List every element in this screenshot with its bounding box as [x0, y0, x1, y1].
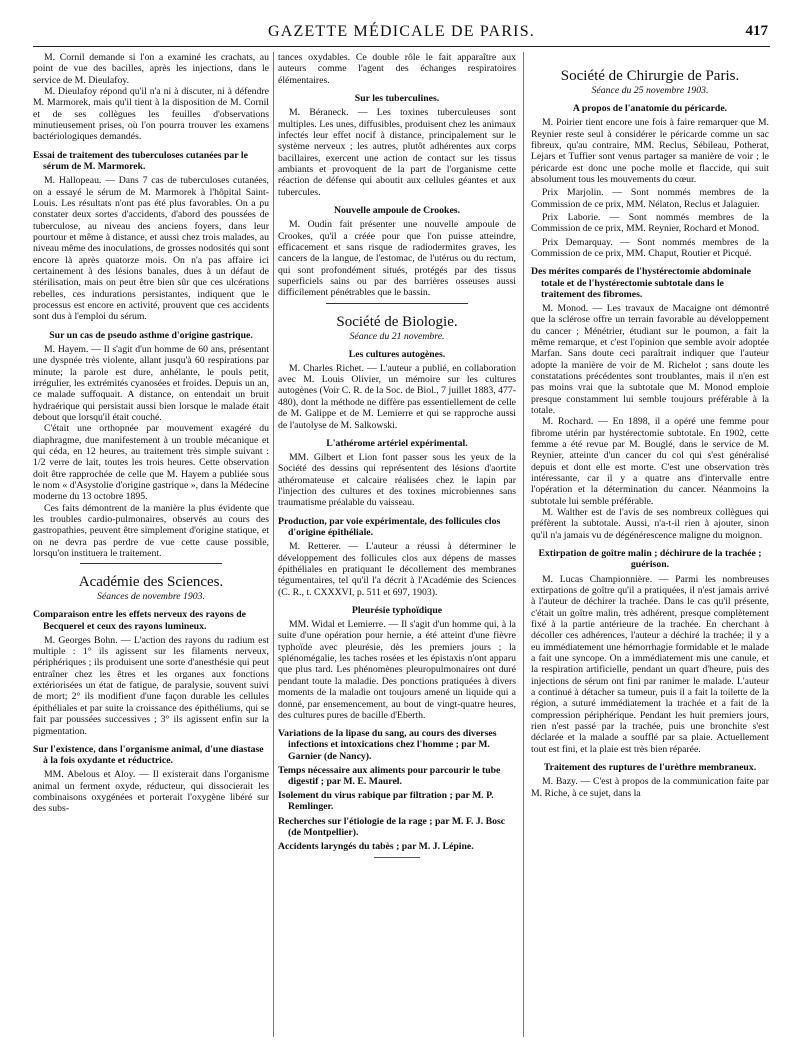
- paragraph: Prix Laborie. — Sont nommés membres de la Commission de ce prix, MM. Reynier, Rochard et Monod.: [531, 211, 769, 235]
- paragraph: M. Cornil demande si l'on a examiné les crachats, au point de vue des bacilles, après les injections, dans le service de M. Dieulafoy.: [33, 52, 269, 86]
- section-title: Académie des Sciences.: [78, 574, 224, 591]
- article-heading: Isolement du virus rabique par filtration ; par M. P. Remlinger.: [278, 790, 494, 813]
- paragraph: M. Lucas Championnière. — Parmi les nombreuses extirpations de goître qu'il a pratiquées, il n'est jamais arrivé à l'auteur de déchirer la trachée. Dans le cas qu'il présente, c'était un goître malin, très adhérent, presque complètement fixé à la partie antérieure de la trachée. En cherchant à décoller ces adhérences, l'auteur a déchiré la trachée; il y a eu immédiatement une hémorrhagie formidable et le malade a fait une syncope. On a immédiatement mis une canule, et la respiration artificielle, pendant un quart d'heure, puis des injections de sérum ont fini par ranimer le malade. L'auteur a continué à détacher sa tumeur, puis il a fait la toilette de la région, a suturé immédiatement la trachée et a fait de la compression périphérique. Pendant les huit premiers jours, rien n'est passé par la trachée, puis une bronchite s'est déclarée et la malade a soufflé par sa plaie. Actuellement tout est fini, et la plaie est très bien réparée.: [531, 573, 769, 755]
- section-date: Séances de novembre 1903.: [97, 591, 205, 603]
- paragraph: M. Bazy. — C'est à propos de la communication faite par M. Riche, à ce sujet, dans la: [531, 776, 769, 799]
- article-heading: Extirpation de goître malin ; déchirure de la trachée ; guérison.: [538, 548, 762, 571]
- section-rule: [326, 303, 469, 304]
- article-heading: Sur les tuberculines.: [354, 93, 440, 105]
- article-heading: Accidents laryngés du tabès ; par M. J. Lépine.: [278, 841, 474, 853]
- column-left: [33, 52, 269, 1037]
- article-heading: Les cultures autogènes.: [348, 348, 446, 360]
- article-heading: Sur un cas de pseudo asthme d'origine gastrique.: [49, 329, 253, 341]
- paragraph: MM. Abelous et Aloy. — Il existerait dans l'organisme animal un ferment oxyde, réducteur, qui dissocierait les combinaisons oxygénées et porterait l'oxygène libéré sur des subs-: [33, 769, 269, 815]
- paragraph: M. Hallopeau. — Dans 7 cas de tuberculoses cutanées, on a essayé le sérum de M. Marmorek à l'hôpital Saint-Louis. Les résultats n'ont pas été plus favorables. On a pu constater deux sortes d'accidents, d'abord des poussées de tuberculose, au niveau des anciens foyers, dans leur pourtour et même à distance, et aussi chez trois malades, au niveau même des inoculations, de grosses nodosités qui sont encore là après quatorze mois. On n'a pas affaire ici certainement à des lésions banales, dues à un défaut de stérilisation, mais on peut être bien sûr que ces ulcérations rebelles, ces indurations persistantes, indiquent que le processus est encore en activité, prouvent que ces accidents sont dus à l'emploi du sérum.: [33, 175, 269, 323]
- section-rule: [80, 563, 222, 564]
- article-heading: Production, par voie expérimentale, des follicules clos d'origine épithéliale.: [278, 515, 501, 538]
- article-heading: Pleurésie typhoïdique: [351, 604, 443, 616]
- paragraph: Prix Demarquay. — Sont nommés membres de la Commission de ce prix, MM. Chaput, Routier et Picqué.: [531, 236, 769, 259]
- paragraph: Ces faits démontrent de la manière la plus évidente que les troubles cardio-pulmonaires, observés au cours des gastropathies, peuvent être simplement d'origine statique, et on ne devra pas perdre de vue cette cause possible, lorsqu'on instituera le traitement.: [33, 502, 269, 560]
- journal-title: GAZETTE MÉDICALE DE PARIS.: [267, 23, 536, 40]
- column-middle: [278, 52, 516, 1037]
- paragraph: C'était une orthopnée par mouvement exagéré du diaphragme, due manifestement à un trouble mécanique et qui céda, en 12 heures, au traitement très simple suivant : 1/2 verre de lait, toutes les trois heures. Cette observation doit être rapprochée de celle que M. Hayem a publiée sous le nom « d'Asystolie d'origine gastrique », dans la Médecine moderne du 13 octobre 1895.: [33, 423, 269, 503]
- article-heading: Sur l'existence, dans l'organisme animal, d'une diastase à la fois oxydante et réductrice.: [33, 743, 264, 767]
- section-title: Société de Biologie.: [336, 313, 458, 330]
- article-heading: Nouvelle ampoule de Crookes.: [333, 204, 461, 216]
- article-heading: Traitement des ruptures de l'urèthre membraneux.: [543, 762, 757, 774]
- paragraph: M. Charles Richet. — L'auteur a publié, en collaboration avec M. Louis Olivier, un mémoire sur les cultures autogènes (Voir C. R. de la Soc. de Biol., 7 juillet 1883, 477-480), dont la méthode ne diffère pas essentiellement de celle de M. Galippe et de M. Lemierre et qui se rapproche aussi de l'autolyse de M. Salkowski.: [278, 362, 516, 431]
- section-date: Séance du 21 novembre.: [349, 330, 445, 342]
- column-divider: [273, 52, 274, 1037]
- end-rule: [374, 857, 420, 858]
- article-heading: Essai de traitement des tuberculoses cutanées par le sérum de M. Marmorek.: [33, 149, 248, 172]
- article-heading: Comparaison entre les effets nerveux des rayons de Becquerel et ceux des rayons lumineux.: [33, 609, 246, 632]
- paragraph: M. Retterer. — L'auteur a réussi à déterminer le développement des follicules clos aux dépens de masses épithéliales en pratiquant le décollement des membranes tégumentaires, tel qu'il l'a décrit à l'Académie des Sciences (C. R., t. CXXXVI, p. 511 et 697, 1903).: [278, 541, 516, 598]
- paragraph: tances oxydables. Ce double rôle le fait apparaître aux auteurs comme l'agent des échanges respiratoires élémentaires.: [278, 52, 516, 86]
- paragraph: M. Poirier tient encore une fois à faire remarquer que M. Reynier reste seul à considérer le péricarde comme un sac fibreux, qu'au contraire, MM. Reclus, Sébileau, Potherat, Lejars et Tuffier sont venus partager sa manière de voir ; le péricarde est donc une poche molle et flaccide, qui suit absolument tous les mouvements du cœur.: [531, 117, 769, 185]
- paragraph: MM. Widal et Lemierre. — Il s'agit d'un homme qui, à la suite d'une opération pour hernie, a été atteint d'une fièvre typhoïde avec pleurésie, dès les premiers jours ; la splénomégalie, les taches rosées et les épistaxis n'ont apparu que plus tard. Les phénomènes pleuropulmonaires ont duré pendant toute la maladie. Des ponctions pratiquées à divers moments de la maladie ont toujours amené un liquide qui a donné, par ensemencement, au bout de vingt-quatre heures, des cultures pures de bacille d'Eberth.: [278, 619, 516, 721]
- paragraph: M. Monod. — Les travaux de Macaigne ont démontré que la sclérose offre un terrain favorable au développement du cancer ; Ménétrier, étudiant sur le poumon, a fait la même remarque, et c'est l'opinion que semble avoir adoptée Marfan. Sans doute ceci paraîtrait indiquer que l'auteur adopte la manière de voir de M. Richelot ; sans doute les constatations précédentes sont troublantes, mais il n'en est pas moins vrai que la subtotale que M. Monod emploie presque constamment lui semble toujours préférable à la totale.: [531, 302, 769, 417]
- article-heading: Variations de la lipase du sang, au cours des diverses infections et intoxications chez l'homme ; par M. Garnier (de Nancy).: [278, 728, 497, 762]
- article-heading: A propos de l'anatomie du péricarde.: [572, 103, 728, 114]
- article-heading: Temps nécessaire aux aliments pour parcourir le tube digestif ; par M. E. Maurel.: [278, 764, 501, 788]
- paragraph: MM. Gilbert et Lion font passer sous les yeux de la Société des dessins qui représentent des lésions d'aortite athéromateuse et calcaire réalisées chez le lapin par l'injection des cultures et des toxines microbiennes sans traumatisme préalable du vaisseau.: [278, 452, 516, 509]
- paragraph: M. Walther est de l'avis de ses nombreux collègues qui préfèrent la subtotale. Aussi, n'a-t-il rien à ajouter, sinon qu'il n'a jamais vu de dégénérescence maligne du moignon.: [531, 507, 769, 541]
- column-right: [531, 52, 769, 1037]
- article-heading: Des mérites comparés de l'hystérectomie abdominale totale et de l'hystérectomie subtotale dans le traitement des fibromes.: [531, 266, 751, 300]
- article-heading: L'athérome artériel expérimental.: [326, 437, 468, 449]
- paragraph: M. Rochard. — En 1898, il a opéré une femme pour fibrome utérin par hystérectomie subtotale. En 1902, cette femme a été revue par M. Bouglé, dans le service de M. Reynier, atteinte d'un cancer du col qui s'est généralisé depuis et dont elle est morte. C'est une observation très intéressante, car il y a quatre ans d'intervalle entre l'opération et la détermination du cancer. Néanmoins la subtotale lui semble préférable.: [531, 416, 769, 507]
- paragraph: M. Oudin fait présenter une nouvelle ampoule de Crookes, qu'il a créée pour que l'on puisse atteindre, efficacement et sans risque de radiodermites graves, les cancers de la langue, de l'estomac, de l'utérus ou du rectum, qui sont profondément situés, protégés par des tissus superficiels sains ou par des barrières osseuses aussi difficilement pénétrables que le bassin.: [278, 219, 516, 299]
- paragraph: M. Béraneck. — Les toxines tuberculeuses sont multiples. Les unes, diffusibles, produisent chez les animaux infectés leur effet nocif à distance, principalement sur le système nerveux ; les autres, plutôt adhérentes aux corps bacillaires, exercent une action de contact sur les tissus ambiants et provoquent de la part de l'organisme cette réaction de défense qui aboutit aux cellules géantes et aux tubercules.: [278, 107, 516, 198]
- page-header: [33, 20, 770, 47]
- paragraph: M. Hayem. — Il s'agit d'un homme de 60 ans, présentant une dyspnée très violente, allant jusqu'à 60 respirations par minute; la parole est dure, anhélante, le pouls petit, irrégulier, les extrémités cyanosées et froides. Depuis un an, ce malade suffoquait. A distance, on entendait un bruit hydraérique qui persistait aussi bien lorsque le malade était debout que lorsqu'il était couché.: [33, 343, 269, 423]
- column-divider: [523, 52, 524, 1037]
- paragraph: Prix Marjolin. — Sont nommés membres de la Commission de ce prix, MM. Nélaton, Reclus et Jalaguier.: [531, 187, 769, 210]
- section-title: Société de Chirurgie de Paris.: [560, 68, 740, 84]
- article-heading: Recherches sur l'étiologie de la rage ; par M. F. J. Bosc (de Montpellier).: [278, 815, 506, 838]
- paragraph: M. Dieulafoy répond qu'il n'a ni à discuter, ni à défendre M. Marmorek, mais qu'il tient à la disposition de M. Cornil et de ses collègues les feuilles d'observations minutieusement prises, où l'on pourra trouver les examens bactériologiques demandés.: [33, 86, 269, 143]
- paragraph: M. Georges Bohn. — L'action des rayons du radium est multiple : 1° ils agissent sur les filaments nerveux, périphériques ; ils produisent une sorte d'anesthésie qui peut entraîner chez les êtres et les organes aux fonctions extériorisées un état de fatigue, de paralysie, souvent suivi de mort; 2° ils modifient d'une façon durable les cellules épithéliales et par suite la croissance des épithéliums, qui se fait par poussées successives ; 3° ils agissent enfin sur la pigmentation.: [33, 634, 269, 737]
- section-date: Séance du 25 novembre 1903.: [591, 85, 709, 96]
- page-number: 417: [745, 23, 768, 39]
